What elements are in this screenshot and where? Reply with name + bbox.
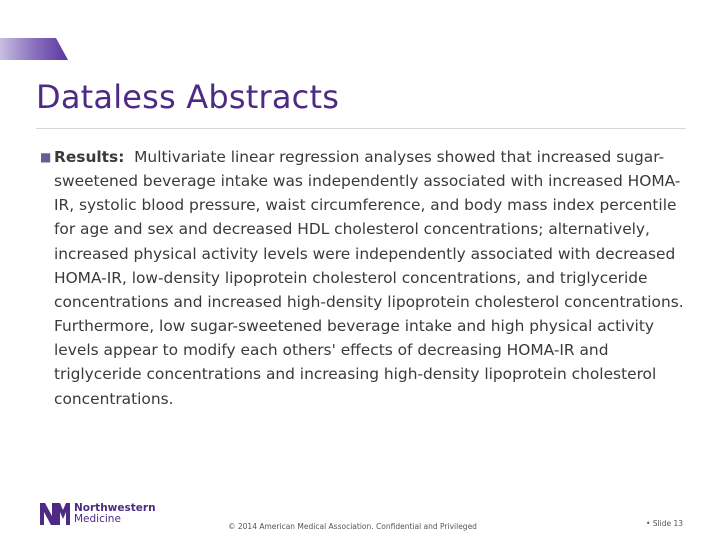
header-band-graphic: [0, 38, 68, 60]
footer-copyright: © 2014 American Medical Association. Confidential and Privileged: [228, 522, 477, 531]
decorative-header-band: [0, 38, 68, 60]
logo-wordmark-line1: Northwestern: [74, 502, 156, 514]
northwestern-medicine-logo-icon: [40, 503, 70, 525]
results-label: Results:: [54, 148, 125, 166]
square-bullet-icon: ■: [40, 150, 52, 164]
slide-title: Dataless Abstracts: [36, 78, 340, 116]
logo-wordmark: [74, 503, 156, 525]
slide-body: [40, 145, 690, 411]
results-bullet-paragraph: [40, 145, 690, 411]
northwestern-medicine-logo: [40, 503, 156, 525]
slide-number: • Slide 13: [646, 519, 684, 528]
title-divider: [36, 128, 686, 129]
logo-wordmark-line2: Medicine: [74, 513, 121, 525]
results-text: Multivariate linear regression analyses showed that increased sugar-sweetened beverage intake was independently associated with increased HOMA-IR, systolic blood pressure, waist circumference, and body mass index percentile for age and sex and decreased HDL cholesterol concentrations; alternatively, increased physical activity levels were independently associated with decreased HOMA-IR, low-density lipoprotein cholesterol concentrations, and triglyceride concentrations and increased high-density lipoprotein cholesterol concentrations. Furthermore, low sugar-sweetened beverage intake and high physical activity levels appear to modify each others' effects of decreasing HOMA-IR and triglyceride concentrations and increasing high-density lipoprotein cholesterol concentrations.: [54, 148, 684, 408]
